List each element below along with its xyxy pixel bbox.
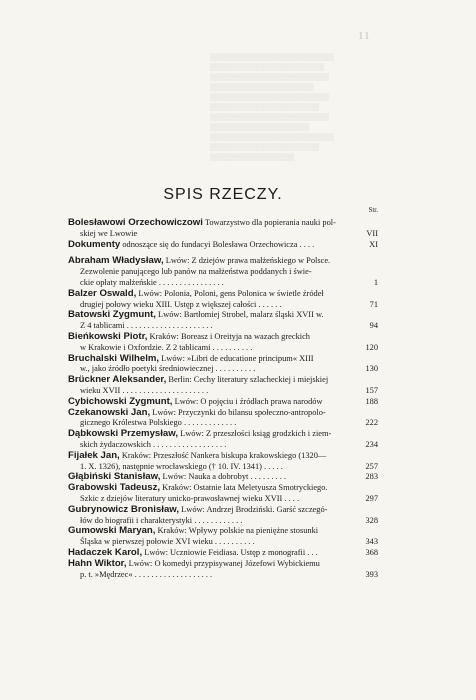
toc-line-text: Kraków: Ostatnie lata Meletyusza Smotryckiego. bbox=[162, 483, 328, 493]
toc-page-number: 188 bbox=[365, 396, 378, 406]
toc-page-number: 94 bbox=[369, 321, 378, 331]
toc-entry bbox=[68, 289, 378, 311]
toc-entry-line bbox=[68, 218, 378, 229]
toc-entry-line bbox=[68, 354, 378, 365]
toc-entry-line bbox=[68, 570, 378, 581]
toc-line-text: Zezwolenie panującego lub panów na małżeństwa poddanych i świe- bbox=[80, 267, 312, 277]
toc-author: Fijałek Jan, bbox=[68, 449, 120, 461]
toc-line-text: Lwów: Polonia, Poloni, gens Polonica w świetle źródeł bbox=[138, 288, 324, 298]
toc-page-number: 234 bbox=[365, 439, 378, 449]
toc-entry bbox=[68, 505, 378, 527]
toc-entry-line bbox=[68, 310, 378, 321]
toc-line-text: w Krakowie i Oxfordzie. Z 2 tablicami . . . . . . . . . . bbox=[80, 342, 253, 352]
toc-entry bbox=[68, 354, 378, 376]
toc-line-text: drugiej połowy wieku XIII. Ustęp z większej całości . . . . . . bbox=[80, 299, 282, 309]
toc-entry-line bbox=[68, 332, 378, 343]
toc-author: Hahn Wiktor, bbox=[68, 557, 127, 569]
toc-author: Batowski Zygmunt, bbox=[68, 309, 156, 321]
toc-entry bbox=[68, 375, 378, 397]
toc-line-text: ckie opłaty małżeńskie . . . . . . . . . . . . . . . . bbox=[80, 277, 224, 287]
toc-line-text: skiej we Lwowie bbox=[80, 228, 138, 238]
toc-entry bbox=[68, 310, 378, 332]
toc-entry-line bbox=[68, 559, 378, 570]
toc-page-number: 157 bbox=[365, 385, 378, 395]
toc-page-number: 120 bbox=[365, 342, 378, 352]
toc-line-text: Lwów: O pojęciu i źródłach prawa narodów bbox=[174, 396, 323, 406]
toc-entries bbox=[68, 218, 378, 580]
toc-line-text: Lwów: Andrzej Brodziński. Garść szczegó- bbox=[181, 504, 328, 514]
toc-entry-line bbox=[68, 451, 378, 462]
toc-author: Bolesławowi Orzechowiczowi bbox=[68, 217, 203, 228]
toc-line-text: Lwów: Nauka a dobrobyt . . . . . . . . . bbox=[162, 472, 287, 482]
toc-entry-line bbox=[68, 267, 378, 278]
toc-page-number: 130 bbox=[365, 364, 378, 374]
toc-page-number: 257 bbox=[365, 461, 378, 471]
toc-entry bbox=[68, 429, 378, 451]
toc-author: Hadaczek Karol, bbox=[68, 546, 143, 558]
toc-line-text: wieku XVII . . . . . . . . . . . . . . . . . . . . . bbox=[80, 385, 209, 395]
toc-entry-line bbox=[68, 505, 378, 516]
toc-entry-line bbox=[68, 289, 378, 300]
toc-author: Gubrynowicz Bronisław, bbox=[68, 503, 180, 515]
toc-page-number: VII bbox=[366, 228, 378, 238]
toc-page-number: 297 bbox=[365, 493, 378, 503]
toc-entry bbox=[68, 408, 378, 430]
toc-author: Dąbkowski Przemysław, bbox=[68, 428, 179, 440]
toc-author: Brückner Aleksander, bbox=[68, 374, 167, 386]
toc-page-number: 71 bbox=[369, 299, 378, 309]
toc-author: Czekanowski Jan, bbox=[68, 406, 151, 418]
toc-entry bbox=[68, 526, 378, 548]
toc-line-text: Lwów: Uczniowie Feidiasa. Ustęp z monografii . . . bbox=[144, 547, 318, 557]
toc-line-text: Lwów: Z dziejów prawa małżeńskiego w Polsce. bbox=[165, 256, 331, 266]
table-of-contents bbox=[68, 186, 378, 580]
toc-line-text: p. t. »Mędrzec« . . . . . . . . . . . . . . . . . . . bbox=[80, 569, 213, 579]
toc-page-number: 343 bbox=[365, 537, 378, 547]
toc-entry-line bbox=[68, 429, 378, 440]
toc-author: Grabowski Tadeusz, bbox=[68, 482, 161, 494]
toc-entry-line bbox=[68, 408, 378, 419]
toc-line-text: Kraków: Boreasz i Oreityja na wazach greckich bbox=[149, 331, 310, 341]
toc-line-text: Szkic z dziejów literatury unicko-prawosławnej wieku XVII . . . . bbox=[80, 493, 300, 503]
toc-entry bbox=[68, 483, 378, 505]
toc-line-text: skich żydaczowskich . . . . . . . . . . . . . . . . . . bbox=[80, 439, 227, 449]
toc-entry bbox=[68, 240, 378, 251]
toc-page-number: 328 bbox=[365, 515, 378, 525]
toc-entry-line bbox=[68, 256, 378, 267]
toc-entry bbox=[68, 451, 378, 473]
toc-author: Bieńkowski Piotr, bbox=[68, 330, 148, 342]
toc-line-text: Towarzystwo dla popierania nauki pol- bbox=[204, 218, 336, 227]
toc-line-text: Lwów: O komedyi przypisywanej Józefowi Wybickiemu bbox=[128, 558, 320, 568]
toc-entry-line bbox=[68, 526, 378, 537]
toc-entry bbox=[68, 559, 378, 581]
toc-page-number: 368 bbox=[365, 547, 378, 557]
bleed-through-text: ▒▒▒▒▒▒▒▒▒▒▒▒▒▒▒▒▒▒▒▒▒▒▒▒▒ ▒▒▒▒▒▒▒▒▒▒▒▒▒▒▒▒▒▒▒▒▒▒▒ ▒▒▒▒▒▒▒▒▒▒▒▒▒▒▒▒▒▒▒▒▒▒▒▒ ▒▒▒▒▒▒▒▒▒▒▒▒▒▒▒▒▒▒▒▒▒ ▒▒▒▒▒▒▒▒▒▒▒▒▒▒▒▒▒▒▒▒▒▒▒▒ ▒▒▒▒▒▒▒▒▒▒▒▒▒▒▒▒▒▒▒▒▒▒ ▒▒▒▒▒▒▒▒▒▒▒▒▒▒▒▒▒▒▒▒▒▒▒▒ ▒▒▒▒▒▒▒▒▒▒▒▒▒▒▒▒▒▒▒▒ ▒▒▒▒▒▒▒▒▒▒▒▒▒▒▒▒▒▒▒▒▒▒▒▒▒ ▒▒▒▒▒▒▒▒▒▒▒▒▒▒▒▒▒▒▒▒▒▒ ▒▒▒▒▒▒▒▒▒▒▒▒▒▒▒▒▒ bbox=[210, 53, 334, 161]
toc-entry bbox=[68, 256, 378, 288]
page-column-label: Str. bbox=[368, 206, 378, 214]
toc-line-text: gicznego Królestwa Polskiego . . . . . . . . . . . . . bbox=[80, 418, 237, 428]
toc-line-text: Lwów: »Libri de educatione principum« XIII bbox=[161, 353, 314, 363]
toc-line-text: Lwów: Bartłomiej Strobel, malarz śląski XVII w. bbox=[158, 310, 324, 320]
toc-author: Głąbiński Stanisław, bbox=[68, 471, 161, 483]
page-title: SPIS RZECZY. bbox=[163, 186, 283, 203]
toc-entry bbox=[68, 332, 378, 354]
toc-author: Dokumenty bbox=[68, 238, 121, 250]
toc-entry-line bbox=[68, 240, 378, 251]
toc-line-text: Berlin: Cechy literatury szlacheckiej i miejskiej bbox=[168, 375, 329, 385]
toc-page-number: XI bbox=[369, 239, 378, 249]
toc-author: Abraham Władysław, bbox=[68, 255, 164, 267]
toc-line-text: Kraków: Przeszłość Nankera biskupa krakowskiego (1320— bbox=[121, 450, 327, 460]
toc-line-text: Lwów: Przyczynki do bilansu społeczno-antropolo- bbox=[152, 407, 326, 417]
toc-page-number: 393 bbox=[365, 569, 378, 579]
toc-author: Bruchalski Wilhelm, bbox=[68, 352, 160, 364]
toc-entry bbox=[68, 218, 378, 240]
toc-author: Gumowski Maryan, bbox=[68, 525, 156, 537]
toc-line-text: Lwów: Z przeszłości ksiąg grodzkich i ziem- bbox=[180, 429, 332, 439]
toc-page-number: 283 bbox=[365, 472, 378, 482]
toc-line-text: łów do biografii i charakterystyki . . . . . . . . . . . . bbox=[80, 515, 243, 525]
toc-line-text: Kraków: Wpływy polskie na pieniężne stosunki bbox=[157, 526, 319, 536]
toc-page-number: 1 bbox=[373, 277, 378, 287]
toc-line-text: 1. X. 1326), następnie wrocławskiego († 10. IV. 1341) . . . . . bbox=[80, 461, 283, 471]
toc-entry-line bbox=[68, 375, 378, 386]
toc-line-text: Śląska w pierwszej połowie XVI wieku . . . . . . . . . . bbox=[80, 537, 255, 547]
toc-line-text: Z 4 tablicami . . . . . . . . . . . . . . . . . . . . . bbox=[80, 321, 213, 331]
toc-line-text: w., jako źródło poetyki średniowiecznej . . . . . . . . . . bbox=[80, 364, 256, 374]
toc-page-number: 222 bbox=[365, 418, 378, 428]
toc-line-text: odnoszące się do fundacyi Bolesława Orzechowicza . . . . bbox=[122, 239, 315, 249]
toc-author: Cybichowski Zygmunt, bbox=[68, 395, 173, 407]
toc-author: Balzer Oswald, bbox=[68, 287, 137, 299]
toc-entry-line bbox=[68, 483, 378, 494]
bleed-through-page-number: 11 bbox=[358, 30, 371, 42]
